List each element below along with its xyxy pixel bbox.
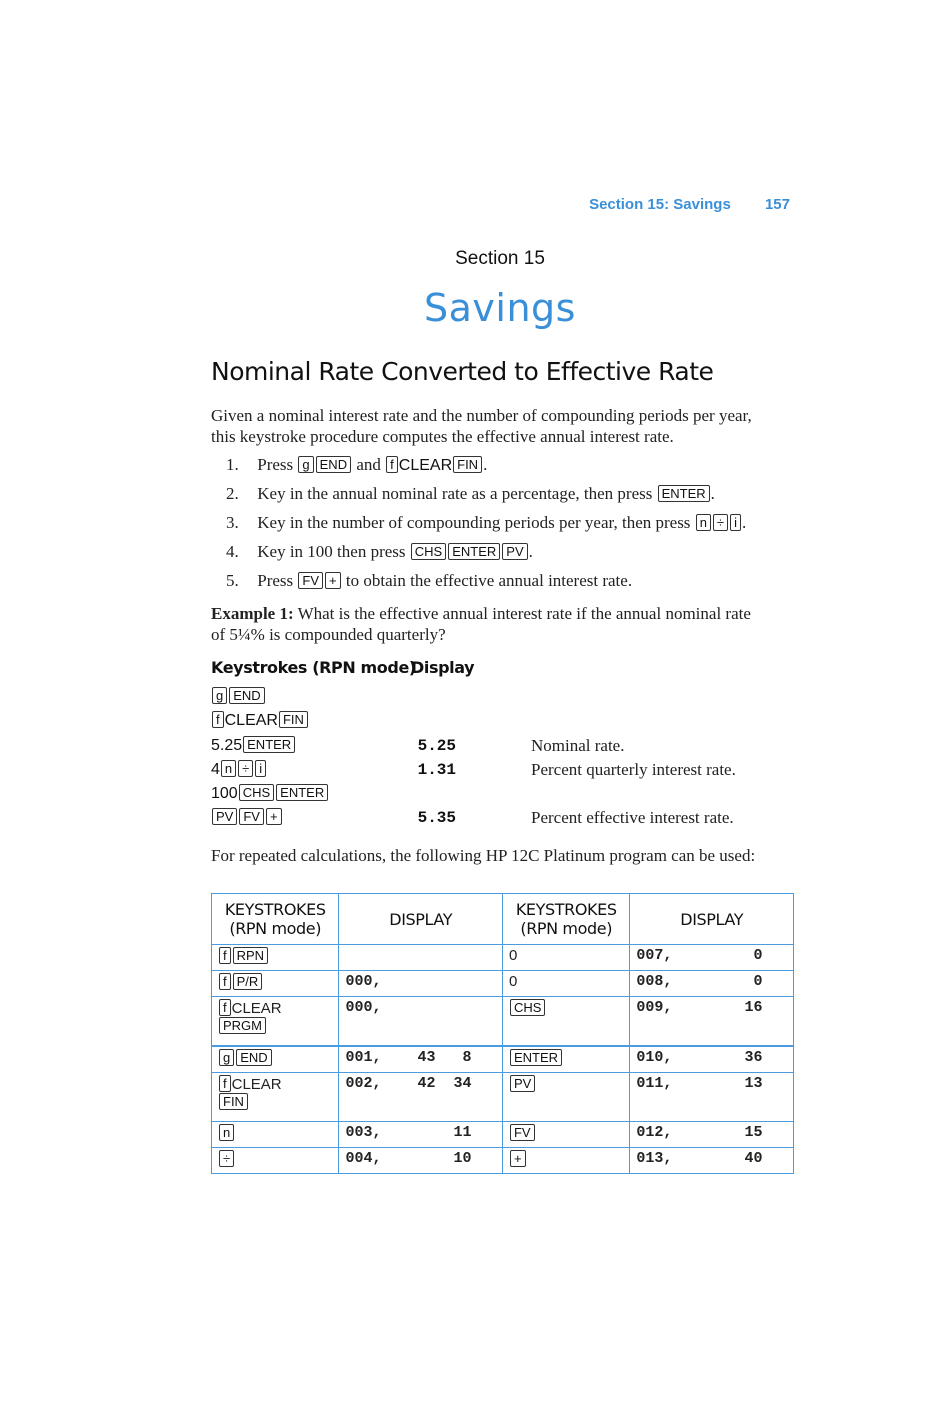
- keystrokes-header-line: KEYSTROKES: [224, 900, 326, 919]
- example-paragraph: [211, 603, 791, 645]
- keystroke-cell: [502, 997, 629, 1047]
- step-text: .: [710, 484, 715, 503]
- key-plus: +: [510, 1150, 526, 1167]
- table-row: [212, 1046, 794, 1073]
- step-1: [226, 454, 806, 483]
- key-chs: CHS: [239, 784, 274, 801]
- row-comment: Percent effective interest rate.: [531, 808, 734, 828]
- display-cell: 000,: [339, 997, 503, 1047]
- key-divide: ÷: [238, 760, 253, 777]
- keystrokes-header-line: KEYSTROKES: [515, 900, 617, 919]
- key-pv: PV: [502, 543, 527, 560]
- example-line: of 5¼% is compounded quarterly?: [211, 625, 446, 644]
- display-cell: 010, 36: [630, 1046, 794, 1073]
- keystroke-cell: [212, 997, 339, 1047]
- keystroke-cell: [212, 1122, 339, 1148]
- key-pv: PV: [212, 808, 237, 825]
- typed-number: 4: [211, 760, 220, 778]
- step-3: [226, 512, 806, 541]
- procedure-steps: [226, 454, 806, 599]
- key-f: f: [212, 711, 224, 728]
- key-f: f: [219, 999, 231, 1016]
- table-row: [212, 1148, 794, 1174]
- section-label: Section 15: [455, 248, 545, 269]
- display-cell: 002, 42 34: [339, 1073, 503, 1122]
- key-divide: ÷: [219, 1150, 234, 1167]
- page-number: 157: [764, 196, 790, 213]
- display-header: DISPLAY: [339, 894, 503, 945]
- key-f: f: [219, 947, 231, 964]
- key-n: n: [696, 514, 711, 531]
- step-number: 5.: [226, 571, 239, 590]
- key-end: END: [229, 687, 264, 704]
- display-cell: 001, 43 8: [339, 1046, 503, 1073]
- display-cell: 008, 0: [630, 971, 794, 997]
- keystroke-cell: [212, 1046, 339, 1073]
- keystroke-cell: [502, 1148, 629, 1174]
- key-plus: +: [325, 572, 341, 589]
- key-enter: ENTER: [243, 736, 295, 753]
- step-5: [226, 570, 806, 599]
- example-row: [211, 783, 811, 807]
- row-comment: Percent quarterly interest rate.: [531, 759, 736, 779]
- keystroke-cell: [212, 1073, 339, 1122]
- row-comment: Nominal rate.: [531, 735, 625, 755]
- step-text: .: [741, 513, 747, 532]
- keystrokes-header: [212, 894, 339, 945]
- key-fv: FV: [298, 572, 323, 589]
- key-enter: ENTER: [658, 485, 710, 502]
- key-f: f: [219, 1075, 231, 1092]
- table-row: [212, 945, 794, 971]
- step-text: and: [356, 455, 381, 474]
- key-g: g: [212, 687, 227, 704]
- key-fin: FIN: [219, 1093, 248, 1110]
- example-table-header: [211, 658, 811, 677]
- table-row: [212, 971, 794, 997]
- keystroke-cell: [212, 1148, 339, 1174]
- key-prgm: PRGM: [219, 1017, 266, 1034]
- header-section: Section 15: Savings: [589, 196, 731, 213]
- step-text: Key in the number of compounding periods per year, then press: [257, 513, 691, 532]
- program-table-header-row: [212, 894, 794, 945]
- display-cell: 012, 15: [630, 1122, 794, 1148]
- key-fv: FV: [510, 1124, 535, 1141]
- example-table: [211, 686, 811, 832]
- display-cell: 007, 0: [630, 945, 794, 971]
- keystrokes-header-line: (RPN mode): [229, 919, 322, 938]
- key-i: i: [255, 760, 266, 777]
- key-chs: CHS: [510, 999, 545, 1016]
- step-number: 1.: [226, 455, 239, 474]
- display-value: 5.35: [417, 809, 456, 828]
- example-line: What is the effective annual interest rate if the annual nominal rate: [297, 604, 751, 623]
- step-number: 4.: [226, 542, 239, 561]
- step-text: Key in 100 then press: [257, 542, 406, 561]
- example-row: [211, 735, 811, 759]
- program-intro: For repeated calculations, the following HP 12C Platinum program can be used:: [211, 846, 756, 865]
- step-text: Press: [257, 571, 294, 590]
- keystroke-cell: [502, 1122, 629, 1148]
- clear-label: CLEAR: [231, 1076, 282, 1093]
- digit: 0: [508, 947, 518, 964]
- step-2: [226, 483, 806, 512]
- key-fv: FV: [239, 808, 264, 825]
- intro-line: Given a nominal interest rate and the number of compounding periods per year,: [211, 406, 752, 425]
- table-row: [212, 1122, 794, 1148]
- display-cell: 009, 16: [630, 997, 794, 1047]
- key-chs: CHS: [411, 543, 446, 560]
- key-pr: P/R: [233, 973, 263, 990]
- keystroke-cell: [502, 1046, 629, 1073]
- example-label: Example 1:: [211, 604, 294, 623]
- step-4: [226, 541, 806, 570]
- example-row: [211, 710, 811, 734]
- typed-number: 5.25: [211, 736, 243, 754]
- key-g: g: [219, 1049, 234, 1066]
- key-n: n: [219, 1124, 234, 1141]
- running-header: [0, 196, 790, 213]
- step-text: .: [528, 542, 533, 561]
- key-divide: ÷: [713, 514, 728, 531]
- key-enter: ENTER: [510, 1049, 562, 1066]
- display-value: 5.25: [417, 736, 456, 755]
- display-value: 1.31: [417, 760, 456, 779]
- example-row: [211, 686, 811, 710]
- page-title: Savings: [424, 286, 576, 330]
- typed-number: 100: [211, 785, 238, 803]
- step-number: 3.: [226, 513, 239, 532]
- keystroke-cell: [502, 945, 629, 971]
- intro-paragraph: [211, 405, 791, 447]
- clear-label: CLEAR: [224, 712, 278, 730]
- key-i: i: [730, 514, 741, 531]
- key-n: n: [221, 760, 236, 777]
- keystroke-cell: [502, 971, 629, 997]
- key-pv: PV: [510, 1075, 535, 1092]
- display-cell: [339, 945, 503, 971]
- display-cell: 003, 11: [339, 1122, 503, 1148]
- clear-label: CLEAR: [231, 1000, 282, 1017]
- step-number: 2.: [226, 484, 239, 503]
- example-row: [211, 759, 811, 783]
- display-cell: 004, 10: [339, 1148, 503, 1174]
- table-row: [212, 997, 794, 1047]
- step-text: Press: [257, 455, 294, 474]
- key-end: END: [316, 456, 351, 473]
- display-cell: 013, 40: [630, 1148, 794, 1174]
- step-text: Key in the annual nominal rate as a percentage, then press: [257, 484, 653, 503]
- step-text: to obtain the effective annual interest rate.: [345, 571, 633, 590]
- intro-line: this keystroke procedure computes the effective annual interest rate.: [211, 427, 674, 446]
- key-end: END: [236, 1049, 271, 1066]
- keystrokes-header-line: (RPN mode): [520, 919, 613, 938]
- key-fin: FIN: [279, 711, 308, 728]
- display-cell: 000,: [339, 971, 503, 997]
- example-row: [211, 807, 811, 831]
- display-header: DISPLAY: [630, 894, 794, 945]
- table-row: [212, 1073, 794, 1122]
- key-f: f: [219, 973, 231, 990]
- clear-label: CLEAR: [398, 457, 453, 474]
- key-fin: FIN: [453, 456, 482, 473]
- keystrokes-column-header: Keystrokes (RPN mode): [211, 658, 416, 677]
- keystrokes-header: [502, 894, 629, 945]
- key-enter: ENTER: [276, 784, 328, 801]
- subsection-heading: Nominal Rate Converted to Effective Rate: [211, 357, 714, 386]
- keystroke-cell: [212, 945, 339, 971]
- key-g: g: [298, 456, 313, 473]
- display-column-header: Display: [411, 658, 475, 677]
- key-enter: ENTER: [448, 543, 500, 560]
- key-rpn: RPN: [233, 947, 268, 964]
- key-plus: +: [266, 808, 282, 825]
- key-f: f: [386, 456, 398, 473]
- program-table: [211, 893, 794, 1174]
- step-text: .: [483, 455, 488, 474]
- keystroke-cell: [502, 1073, 629, 1122]
- keystroke-cell: [212, 971, 339, 997]
- display-cell: 011, 13: [630, 1073, 794, 1122]
- digit: 0: [508, 973, 518, 990]
